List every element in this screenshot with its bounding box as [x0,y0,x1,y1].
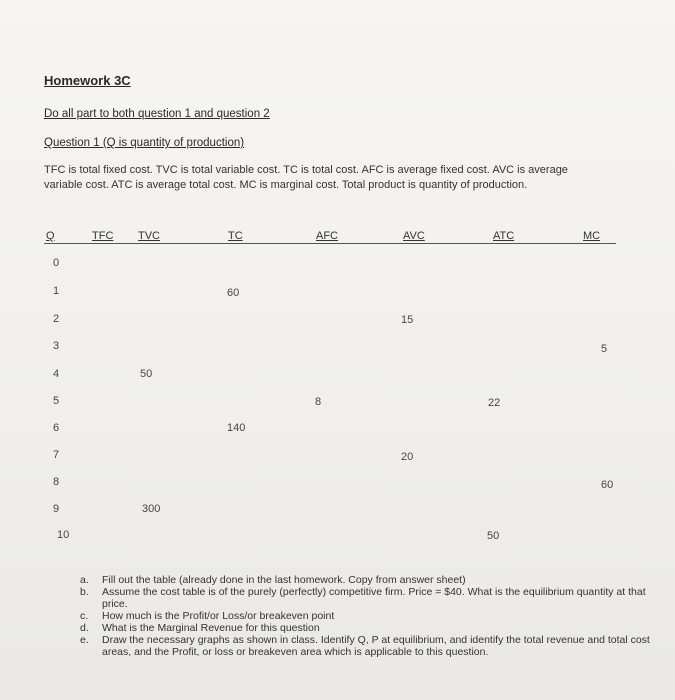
header-q: Q [46,230,55,242]
cell-tc-q1: 60 [227,287,240,299]
cell-mc-q3: 5 [601,343,608,355]
task-text: Fill out the table (already done in the last homework. Copy from answer sheet) [102,574,466,586]
header-atc: ATC [493,230,515,242]
task-text: How much is the Profit/or Loss/or breakeven point [102,610,335,622]
task-letter: e. [80,634,89,646]
task-text: What is the Marginal Revenue for this question [102,622,320,634]
cell-tvc-q9: 300 [142,503,161,515]
row-q-5: 5 [53,395,60,407]
row-q-3: 3 [53,340,60,352]
row-q-2: 2 [53,313,60,325]
row-q-9: 9 [53,503,60,515]
cell-avc-q7: 20 [401,451,414,463]
task-letter: d. [80,622,89,634]
row-q-1: 1 [53,285,60,297]
task-c [80,610,655,622]
cell-tc-q6: 140 [227,422,246,434]
task-text: Draw the necessary graphs as shown in class. Identify Q, P at equilibrium, and identify the total revenue and total cost areas, and the Profit, or loss or breakeven area which is applicable to this question. [102,634,650,658]
task-e [80,634,655,658]
homework-title: Homework 3C [44,73,131,88]
question-heading: Question 1 (Q is quantity of production) [44,137,245,149]
task-b [80,586,655,610]
header-avc: AVC [403,230,425,242]
row-q-8: 8 [53,476,60,488]
cell-avc-q2: 15 [401,314,414,326]
task-a [80,574,655,586]
cell-afc-q5: 8 [315,396,322,408]
cell-tvc-q4: 50 [140,368,153,380]
cell-mc-q8: 60 [601,479,614,491]
header-tvc: TVC [138,230,160,242]
cell-atc-q5: 22 [488,397,501,409]
task-d [80,622,655,634]
row-q-0: 0 [53,257,60,269]
instruction-line: Do all part to both question 1 and question 2 [44,108,270,120]
task-letter: c. [80,610,89,622]
row-q-10: 10 [57,529,70,541]
cell-atc-q10: 50 [487,530,500,542]
row-q-4: 4 [53,368,60,380]
header-tfc: TFC [92,230,114,242]
task-letter: b. [80,586,89,598]
task-letter: a. [80,574,89,586]
header-rule [44,243,616,244]
row-q-6: 6 [53,422,60,434]
row-q-7: 7 [53,449,60,461]
header-tc: TC [228,230,243,242]
task-text: Assume the cost table is of the purely (perfectly) competitive firm. Price = $40. What is the equilibrium quantity at that price. [102,586,646,610]
header-afc: AFC [316,230,338,242]
task-list [80,574,655,658]
header-mc: MC [583,230,601,242]
definitions-paragraph: TFC is total fixed cost. TVC is total variable cost. TC is total cost. AFC is average fixed cost. AVC is average variable cost. ATC is average total cost. MC is marginal cost. Total product is quantity of production. [44,164,568,191]
